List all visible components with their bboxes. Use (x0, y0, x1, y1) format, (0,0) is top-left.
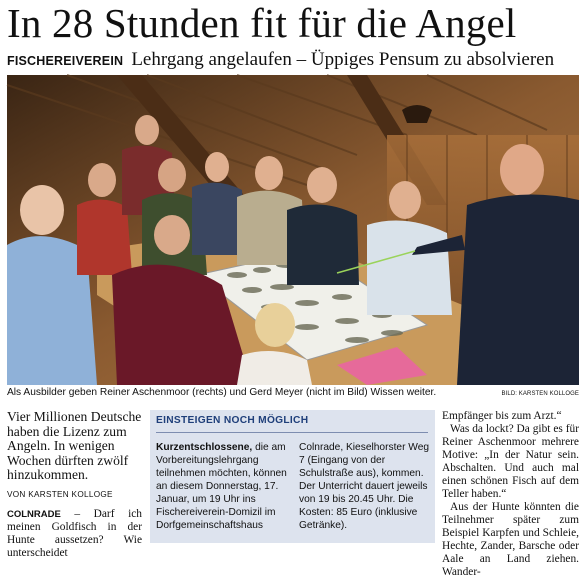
info-box-divider (156, 432, 428, 433)
info-box-lead: Kurzentschlossene, (156, 442, 253, 453)
paragraph: Empfänger bis zum Arzt.“ (442, 410, 562, 422)
body-lead (7, 508, 142, 560)
photo-caption: Als Ausbilder geben Reiner Aschenmoor (rechts) und Gerd Meyer (nicht im Bild) Wissen weiter. (7, 387, 437, 398)
headline: In 28 Stunden fit für die Angel (7, 0, 517, 46)
info-box-title: EINSTEIGEN NOCH MÖGLICH (156, 415, 309, 426)
article-column-3 (442, 410, 579, 578)
lead-text: – Darf ich meinen Goldfisch in der Hunte aussetzen? Wie unterscheidet (7, 507, 142, 559)
subtitle: Lehrgang angelaufen – Üppiges Pensum zu absolvieren (131, 49, 555, 70)
photo-illustration (7, 75, 579, 385)
info-box-text-a: die am Vorbereitungslehrgang teilnehmen möchten, können an diesem Donnerstag, 17. Januar, um 19 Uhr ins Fischereiverein-Domizil im Dorfgemeinschaftshaus (156, 442, 287, 531)
article-photo (7, 75, 579, 385)
photo-credit: BILD: KARSTEN KOLLOGE (501, 391, 579, 397)
teaser: Vier Millionen Deutsche haben die Lizenz zum Angeln. In wenigen Wochen dürften zwölf hinzukommen. (7, 409, 142, 482)
kicker: FISCHEREIVEREIN (7, 54, 124, 68)
subline (7, 49, 579, 71)
byline: VON KARSTEN KOLLOGE (7, 489, 113, 499)
paragraph: Aus der Hunte könnten die Teilnehmer später zum Beispiel Karpfen und Schleie, Hechte, Zander, Barsche oder Aale an Land ziehen. Wander- (442, 501, 579, 578)
paragraph: Was da lockt? Da gibt es für Reiner Aschenmoor mehrere Motive: „In der Natur sein. Abschalten. Und auch mal einen schönen Fisch auf dem Teller haben.“ (442, 423, 579, 500)
info-box-column-a (156, 441, 287, 532)
info-box-column-b: Colnrade, Kieselhorster Weg 7 (Eingang von der Schulstraße aus), kommen. Der Unterricht dauert jeweils von 19 bis 20.45 Uhr. Die Kosten: 85 Euro (inklusive Getränke). (299, 442, 430, 531)
dateline: COLNRADE (7, 508, 61, 520)
info-box (150, 410, 435, 543)
article-column-1 (7, 409, 142, 559)
